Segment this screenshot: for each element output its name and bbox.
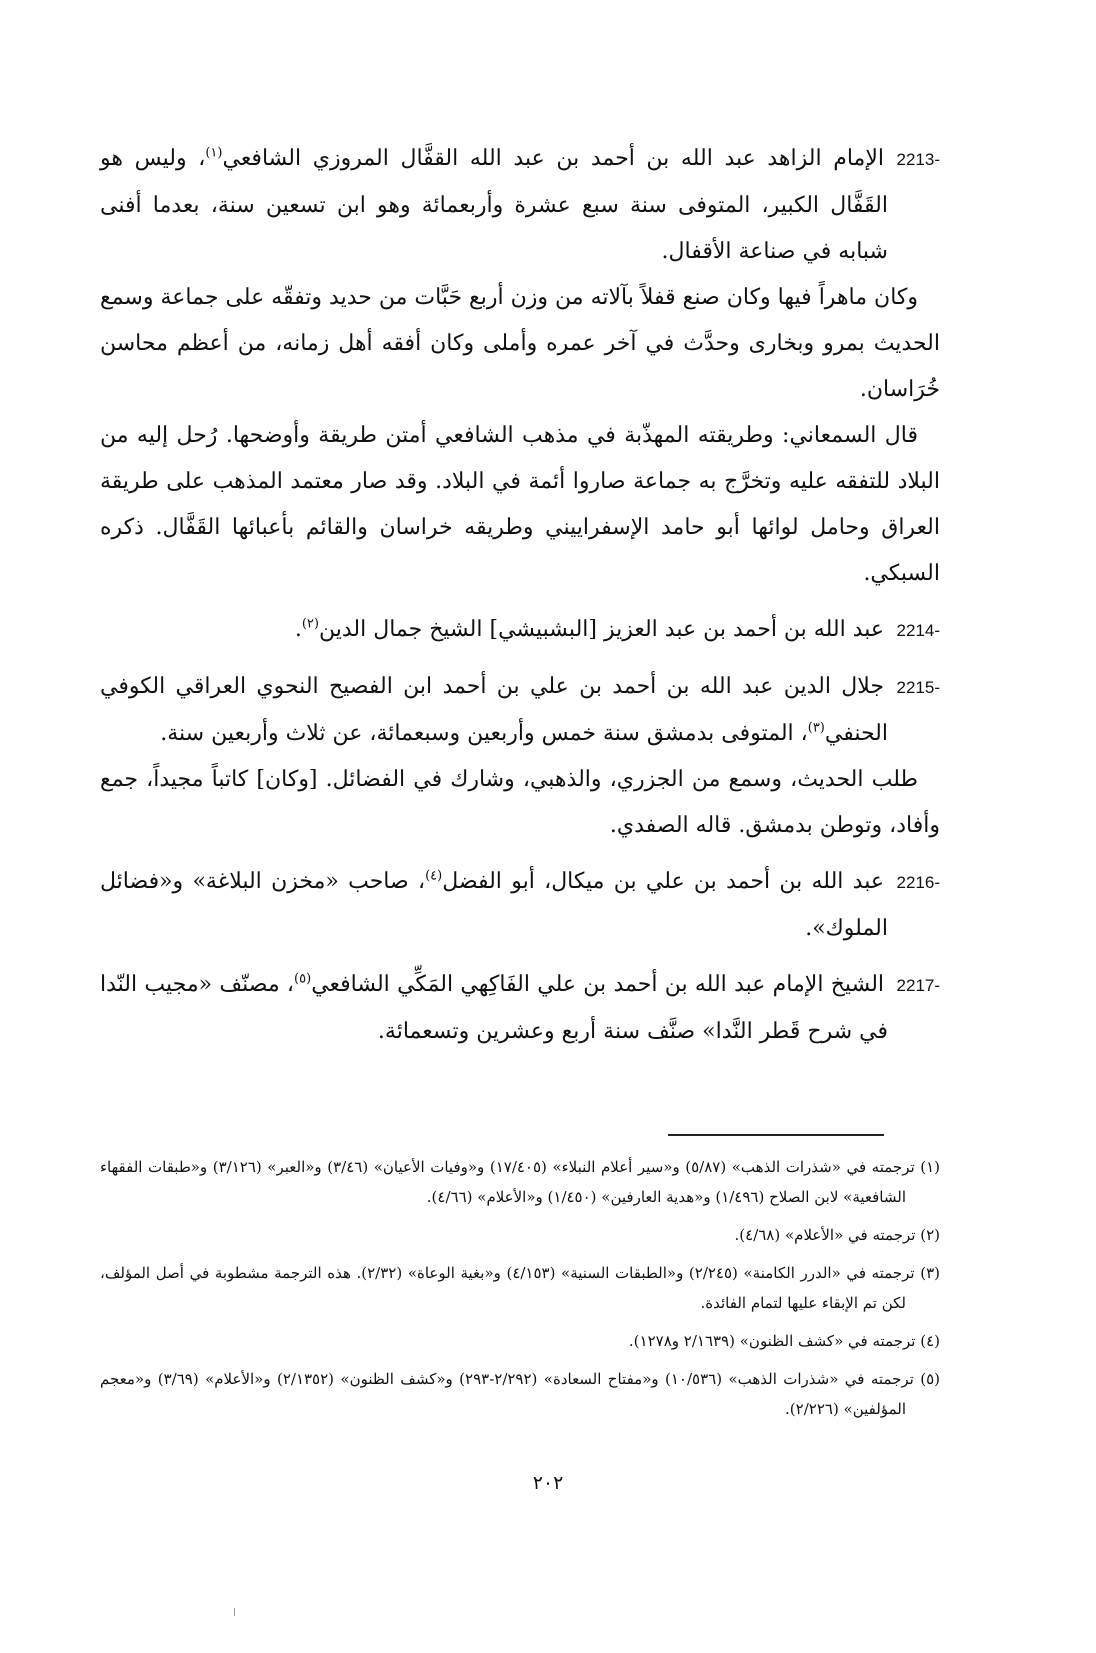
footnote-text: ترجمته في «شذرات الذهب» (٥/٨٧) و«سير أعلام النبلاء» (١٧/٤٠٥) و«وفيات الأعيان» (٣/٤٦) و«العبر» (٣/١٢٦) و«طبقات الفقهاء الشافعية» لابن الصلاح (١/٤٩٦) و«هدية العارفين» (١/٤٥٠) و«الأعلام» (٤/٦٦). — [100, 1158, 915, 1206]
footnote-marker: (٤) — [920, 1332, 940, 1350]
entry-2213 — [100, 136, 940, 597]
entry-paragraph: 2213-الإمام الزاهد عبد الله بن أحمد بن عبد الله القفَّال المروزي الشافعي$^{(١)}$، وليس هو القَفَّال الكبير، المتوفى سنة سبع عشرة وأربعمائة وهو ابن تسعين سنة، بعدما أفنى شبابه في صناعة الأقفال. — [100, 136, 940, 275]
footnote-ref[interactable]: (٤) — [425, 868, 443, 884]
entry-paragraph: 2217-الشيخ الإمام عبد الله بن أحمد بن علي الفَاكِهي المَكِّي الشافعي$^{(٥)}$، مصنّف «مجيب النّدا في شرح قَطر النَّدا» صنَّف سنة أربع وعشرين وتسعمائة. — [100, 962, 940, 1055]
footnote — [100, 1220, 940, 1250]
footnote-separator — [668, 1134, 884, 1136]
footnote-marker: (٥) — [920, 1370, 940, 1388]
footnotes — [100, 1152, 940, 1432]
footnote-ref[interactable]: (٥) — [294, 971, 312, 987]
main-text — [100, 136, 940, 1065]
entry-paragraph: 2216-عبد الله بن أحمد بن علي بن ميكال، أبو الفضل$^{(٤)}$، صاحب «مخزن البلاغة» و«فضائل الملوك». — [100, 859, 940, 952]
footnote-marker: (١) — [920, 1158, 940, 1176]
footnote-text: ترجمته في «الأعلام» (٤/٦٨). — [734, 1226, 916, 1244]
entry-2217 — [100, 962, 940, 1055]
footnote — [100, 1258, 940, 1318]
entry-2215 — [100, 664, 940, 849]
footnote-text: ترجمته في «الدرر الكامنة» (٢/٢٤٥) و«الطبقات السنية» (٤/١٥٣) و«بغية الوعاة» (٢/٣٢). هذه الترجمة مشطوبة في أصل المؤلف، لكن تم الإبقاء عليها لتمام الفائدة. — [100, 1264, 915, 1312]
entry-paragraph: وكان ماهراً فيها وكان صنع قفلاً بآلاته من وزن أربع حَبَّات من حديد وتفقّه على جماعة وسمع الحديث بمرو وبخارى وحدَّث في آخر عمره وأملى وكان أفقه أهل زمانه، من أعظم محاسن خُرَاسان. — [100, 285, 940, 402]
entry-2216 — [100, 859, 940, 952]
page-number: ٢٠٢ — [532, 1472, 564, 1494]
footnote — [100, 1364, 940, 1424]
entry-2214 — [100, 607, 940, 654]
entry-number: 2214- — [896, 621, 940, 640]
footnote-ref[interactable]: (٣) — [807, 720, 825, 736]
footnote-ref[interactable]: (١) — [205, 145, 223, 161]
footnote — [100, 1326, 940, 1356]
entry-number: 2215- — [896, 678, 940, 697]
scan-mark — [234, 1608, 235, 1616]
footnote — [100, 1152, 940, 1212]
entry-paragraph: طلب الحديث، وسمع من الجزري، والذهبي، وشارك في الفضائل. [وكان] كاتباً مجيداً، جمع وأفاد، وتوطن بدمشق. قاله الصفدي. — [100, 767, 940, 838]
footnote-marker: (٢) — [920, 1226, 940, 1244]
entry-number: 2216- — [896, 873, 940, 892]
entry-paragraph: 2214-عبد الله بن أحمد بن عبد العزيز [البشبيشي] الشيخ جمال الدين$^{(٢)}$. — [100, 607, 940, 654]
footnote-ref[interactable]: (٢) — [301, 616, 319, 632]
entry-number: 2217- — [896, 976, 941, 995]
footnote-text: ترجمته في «كشف الظنون» (٢/١٦٣٩ و١٢٧٨). — [628, 1332, 916, 1350]
footnote-text: ترجمته في «شذرات الذهب» (١٠/٥٣٦) و«مفتاح السعادة» (٢/٢٩٢-٢٩٣) و«كشف الظنون» (٢/١٣٥٢) و«الأعلام» (٣/٦٩) و«معجم المؤلفين» (٢/٢٢٦). — [100, 1370, 914, 1418]
entry-paragraph: 2215-جلال الدين عبد الله بن أحمد بن علي بن أحمد ابن الفصيح النحوي العراقي الكوفي الحنفي$^{(٣)}$، المتوفى بدمشق سنة خمس وأربعين وسبعمائة، عن ثلاث وأربعين سنة. — [100, 664, 940, 757]
footnote-marker: (٣) — [920, 1264, 940, 1282]
entry-paragraph: قال السمعاني: وطريقته المهذّبة في مذهب الشافعي أمتن طريقة وأوضحها. رُحل إليه من البلاد للتفقه عليه وتخرَّج به جماعة صاروا أئمة في البلاد. وقد صار معتمد المذهب على طريقة العراق وحامل لوائها أبو حامد الإسفراييني وطريقه خراسان والقائم بأعبائها القَفَّال. ذكره السبكي. — [100, 423, 940, 586]
entry-number: 2213- — [896, 150, 940, 169]
